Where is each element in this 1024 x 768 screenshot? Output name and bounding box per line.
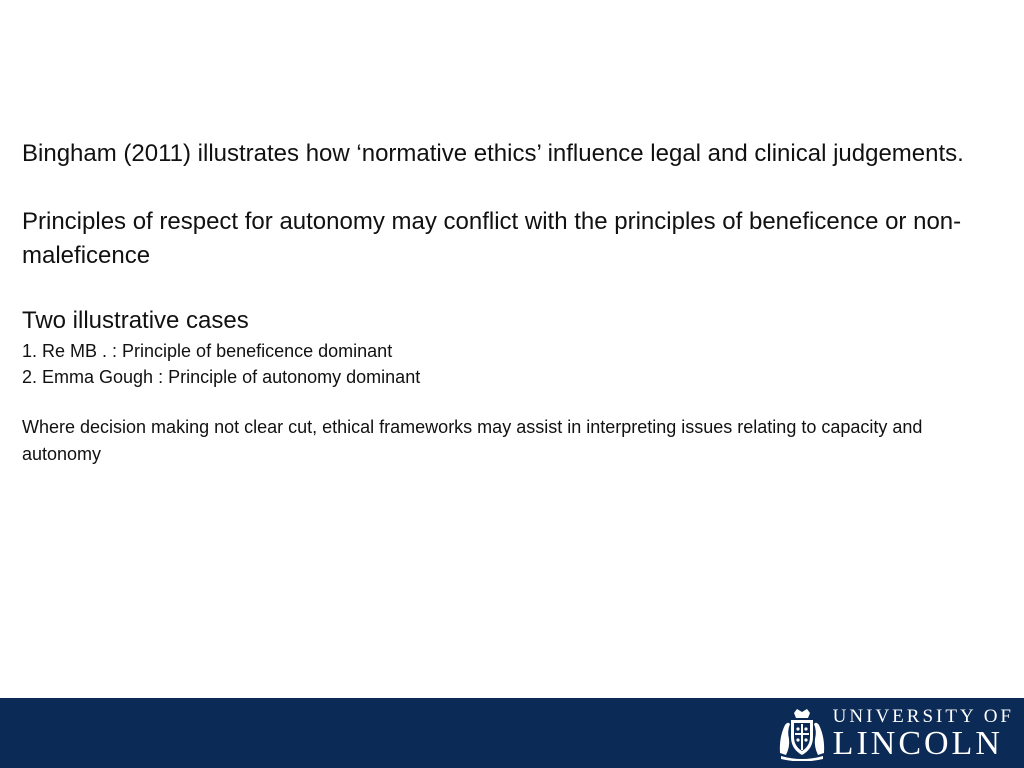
- university-crest-icon: [777, 707, 827, 761]
- cases-heading: Two illustrative cases: [22, 307, 249, 334]
- logo-line-university-of: UNIVERSITY OF: [832, 706, 1014, 727]
- spacer: [22, 390, 992, 414]
- case-item-re-mb: 1. Re MB . : Principle of beneficence dominant: [22, 341, 393, 361]
- spacer: [22, 273, 992, 304]
- slide-body: [22, 137, 992, 468]
- logo-line-lincoln: LINCOLN: [832, 725, 1003, 762]
- paragraph-normative-ethics: Bingham (2011) illustrates how ‘normative ethics’ influence legal and clinical judgements.: [22, 140, 964, 167]
- spacer: [22, 171, 992, 205]
- university-logo: [777, 706, 1014, 762]
- paragraph-ethical-frameworks: Where decision making not clear cut, ethical frameworks may assist in interpreting issues relating to capacity and autonomy: [22, 417, 923, 464]
- logo-wordmark: [833, 707, 1014, 761]
- case-item-emma-gough: 2. Emma Gough : Principle of autonomy dominant: [22, 367, 421, 387]
- footer-bar: [0, 698, 1024, 768]
- cases-list: [22, 338, 992, 390]
- paragraph-autonomy-conflict: Principles of respect for autonomy may conflict with the principles of beneficence or non-maleficence: [22, 208, 962, 269]
